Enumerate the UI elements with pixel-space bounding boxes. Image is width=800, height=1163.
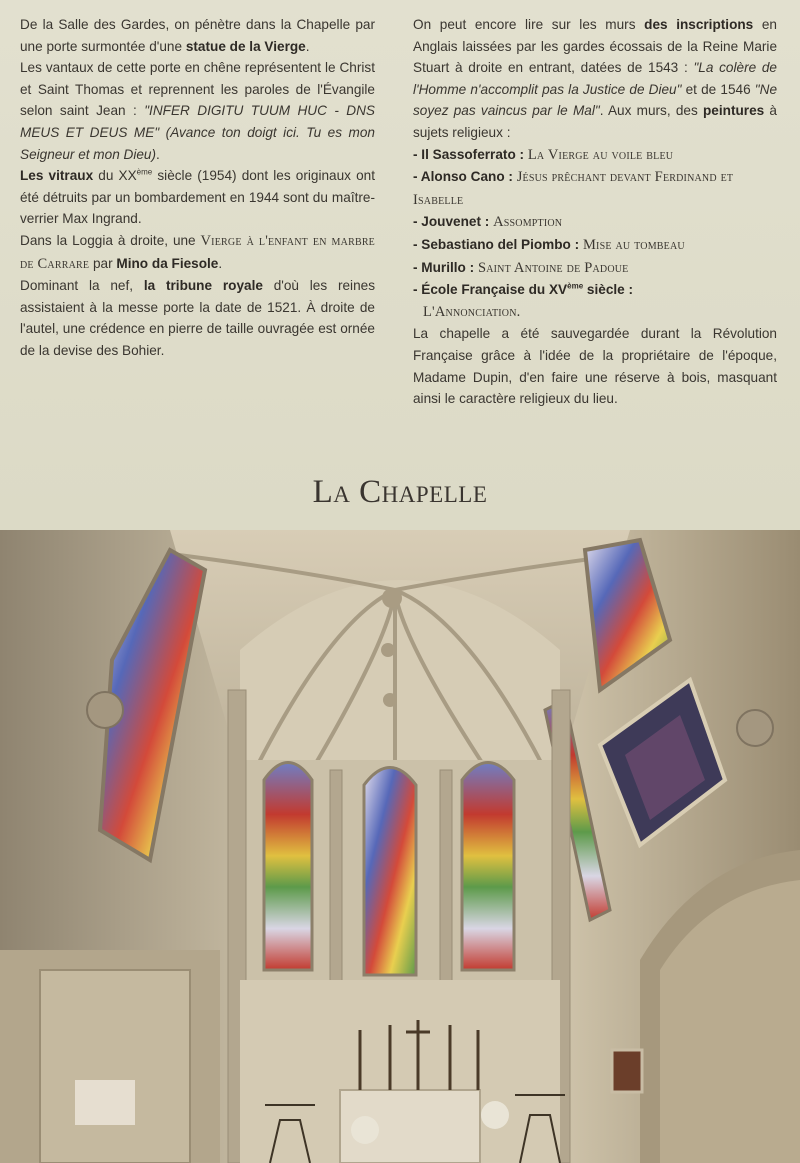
quote-1543: "La colère de l'Homme n'accomplit pas la Justice de Dieu" (413, 60, 777, 97)
list-item: - Jouvenet : Assomption (413, 214, 563, 231)
paragraph-revolution: La chapelle a été sauvegardée durant la Révolution Française grâce à l'idée de la propriétaire de l'époque, Madame Dupin, d'en faire une réserve à bois, masquant ainsi le caractère religieux du lieu. (413, 326, 777, 407)
right-column (413, 14, 777, 410)
list-item: - Alonso Cano : Jésus prêchant devant Ferdinand et Isabelle (413, 169, 734, 208)
latin-translation: (Avance ton doigt ici. Tu es mon Seigneur et mon Dieu) (20, 124, 375, 162)
left-column (20, 14, 375, 362)
bold-term: statue de la Vierge (185, 38, 306, 54)
list-item: - Il Sassoferrato : La Vierge au voile bleu (413, 146, 674, 163)
section-heading: La Chapelle (312, 474, 488, 510)
paragraph-windows: Les vitraux du XXème siècle (1954) dont les originaux ont été détruits par un bombardement en 1944 sont du maître-verrier Max Ingrand. (20, 167, 375, 227)
chapel-photo (0, 530, 800, 1163)
quote-1546: "Ne soyez pas vaincus par le Mal" (413, 81, 777, 119)
small-caps-term: Vierge à l'enfant en marbre de Carrare (20, 232, 375, 272)
paragraph-entrance: De la Salle des Gardes, on pénètre dans la Chapelle par une porte surmontée d'une statue de la Vierge. (20, 17, 375, 54)
list-item: - École Française du XVème siècle : L'Annonciation. (413, 281, 634, 320)
paintings-list (413, 144, 777, 324)
paragraph-door: Les vantaux de cette porte en chêne représentent le Christ et Saint Thomas et reprennent les paroles de l'Évangile selon saint Jean : "INFER DIGITU TUUM HUC - DNS MEUS ET DEUS ME" (Avance ton doigt ici. Tu es mon Seigneur et mon Dieu). (20, 60, 376, 162)
list-item: - Sebastiano del Piombo : Mise au tombeau (413, 236, 685, 253)
paragraph-tribune: Dominant la nef, la tribune royale d'où les reines assistaient à la messe porte la date de 1521. À droite de l'autel, une crédence en pierre de taille ouvragée est ornée de la devise des Bohier. (20, 278, 375, 358)
article-text-area (0, 0, 800, 530)
paragraph-loggia: Dans la Loggia à droite, une Vierge à l'enfant en marbre de Carrare par Mino da Fiesole. (20, 232, 375, 272)
latin-inscription: "INFER DIGITU TUUM HUC - DNS MEUS ET DEUS ME" (20, 103, 376, 140)
list-item: - Murillo : Saint Antoine de Padoue (413, 259, 629, 276)
paragraph-inscriptions: On peut encore lire sur les murs des inscriptions en Anglais laissées par les gardes écossais de la Reine Marie Stuart à droite en entrant, datées de 1543 : "La colère de l'Homme n'accomplit pas la Justice de Dieu" et de 1546 "Ne soyez pas vaincus par le Mal". Aux murs, des peintures à sujets religieux : (413, 17, 777, 140)
